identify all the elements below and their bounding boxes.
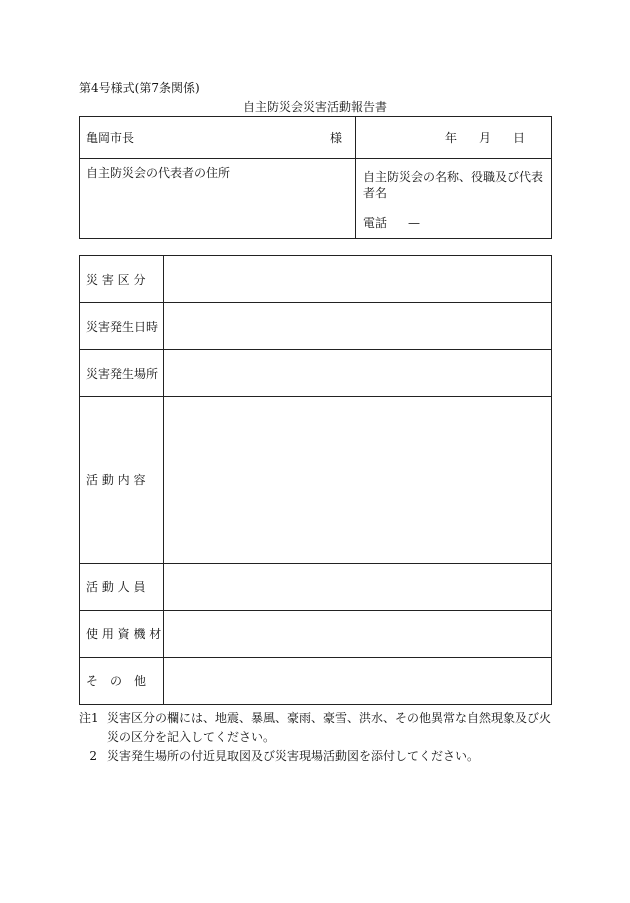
- date-year-label: 年: [445, 131, 458, 145]
- row-value-equipment-used[interactable]: [164, 611, 551, 657]
- row-label-disaster-datetime: 災害発生日時: [86, 320, 159, 334]
- notes: [79, 709, 559, 766]
- note-item: [79, 709, 559, 728]
- report-table: [79, 255, 552, 705]
- date-month-label: 月: [479, 131, 492, 145]
- row-label-disaster-type: 災 害 区 分: [86, 273, 146, 287]
- row-value-disaster-type[interactable]: [164, 256, 551, 302]
- honorific: 様: [330, 131, 343, 145]
- row-value-other[interactable]: [164, 658, 551, 704]
- row-value-disaster-location[interactable]: [164, 350, 551, 396]
- note-text: 災害発生場所の付近見取図及び災害現場活動図を添付してください。: [107, 749, 480, 763]
- org-name-label: 自主防災会の名称、役職及び代表: [363, 170, 544, 184]
- row-value-personnel[interactable]: [164, 564, 551, 610]
- note-text: 災害区分の欄には、地震、暴風、豪雨、豪雪、洪水、その他異常な自然現象及び火: [107, 711, 552, 725]
- header-divider-vertical: [355, 117, 356, 238]
- row-value-activity-details[interactable]: [164, 397, 551, 563]
- note-item-cont: [79, 728, 559, 747]
- header-divider-horizontal: [80, 158, 551, 159]
- row-label-activity-details: 活 動 内 容: [86, 473, 146, 487]
- row-label-other: そ の 他: [86, 674, 147, 688]
- addressee: 亀岡市長: [86, 131, 135, 145]
- phone-label: 電話: [363, 216, 388, 230]
- rep-address-label: 自主防災会の代表者の住所: [86, 166, 231, 180]
- note-item: [79, 747, 559, 766]
- row-label-equipment-used: 使 用 資 機 材: [86, 627, 162, 641]
- note-text: 災の区分を記入してください。: [107, 730, 276, 744]
- org-name-label-cont: 者名: [363, 186, 388, 200]
- note-mark: 注1: [79, 711, 99, 725]
- form-title: 自主防災会災害活動報告書: [242, 100, 387, 114]
- phone-dash: —: [408, 216, 420, 230]
- row-label-disaster-location: 災害発生場所: [86, 367, 159, 381]
- row-label-personnel: 活 動 人 員: [86, 580, 146, 594]
- row-value-disaster-datetime[interactable]: [164, 303, 551, 349]
- form-number: 第4号様式(第7条関係): [79, 81, 200, 95]
- date-day-label: 日: [513, 131, 526, 145]
- note-mark: 2: [89, 749, 97, 763]
- header-table: [79, 116, 552, 239]
